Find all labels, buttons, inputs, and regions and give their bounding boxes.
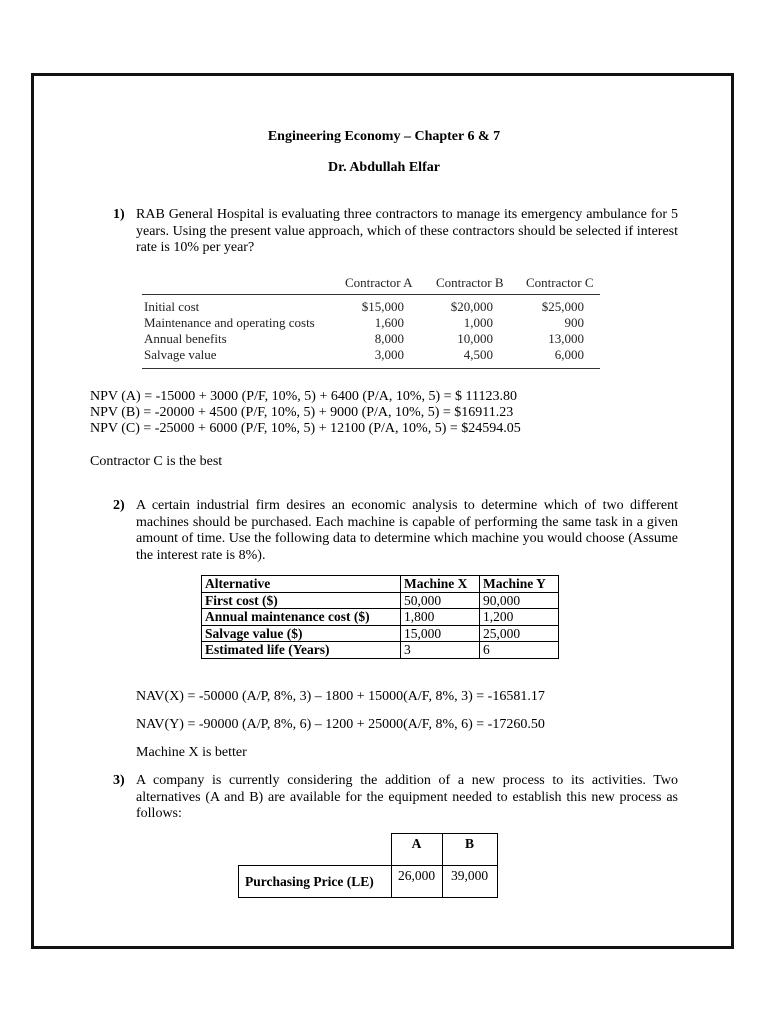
row-label: Initial cost	[144, 299, 200, 314]
cell-x: 15,000	[401, 625, 480, 642]
table-row	[142, 299, 600, 315]
table-row	[142, 347, 600, 363]
table-rule-bottom	[142, 368, 600, 369]
cell-y: 90,000	[480, 592, 559, 609]
cell-x: 3	[401, 642, 480, 659]
nav-x-line: NAV(X) = -50000 (A/P, 8%, 3) – 1800 + 15000(A/F, 8%, 3) = -16581.17	[136, 689, 545, 704]
contractor-b-header: Contractor B	[436, 275, 504, 290]
header-alternative: Alternative	[202, 576, 401, 593]
header-machine-y: Machine Y	[480, 576, 559, 593]
cell-b: 10,000	[457, 331, 493, 346]
row-label: Salvage value	[144, 347, 217, 362]
cell-x: 50,000	[401, 592, 480, 609]
npv-b-line: NPV (B) = -20000 + 4500 (P/F, 10%, 5) + 9000 (P/A, 10%, 5) = $16911.23	[90, 405, 514, 420]
row-label: Maintenance and operating costs	[144, 315, 315, 330]
machine-table	[201, 575, 559, 659]
npv-a-line: NPV (A) = -15000 + 3000 (P/F, 10%, 5) + 6400 (P/A, 10%, 5) = $ 11123.80	[90, 389, 517, 404]
table-header-row	[239, 834, 498, 866]
cell-c: 900	[564, 315, 584, 330]
question-2-text: A certain industrial firm desires an economic analysis to determine which of two different machines should be purchased. Each machine is capable of performing the same task in a given amount of time. Use the following data to determine which machine you would choose (Assume the interest rate is 8%).	[136, 498, 678, 563]
row-label: First cost ($)	[202, 592, 401, 609]
npv-c-line: NPV (C) = -25000 + 6000 (P/F, 10%, 5) + 12100 (P/A, 10%, 5) = $24594.05	[90, 421, 521, 436]
cell-y: 25,000	[480, 625, 559, 642]
cell-b: $20,000	[450, 299, 493, 314]
cell-a: 8,000	[374, 331, 404, 346]
cell-x: 1,800	[401, 609, 480, 626]
contractor-a-header: Contractor A	[345, 275, 413, 290]
table-row	[202, 625, 559, 642]
row-label: Purchasing Price (LE)	[239, 866, 392, 898]
question-3-text: A company is currently considering the addition of a new process to its activities. Two alternatives (A and B) are available for the equipment needed to establish this new process as follows:	[136, 773, 678, 821]
cell-b: 4,500	[463, 347, 493, 362]
cell-a: 1,600	[374, 315, 404, 330]
contractor-c-header: Contractor C	[526, 275, 594, 290]
table-row	[142, 331, 600, 347]
row-label: Estimated life (Years)	[202, 642, 401, 659]
question-2-number: 2)	[113, 498, 125, 513]
row-label: Salvage value ($)	[202, 625, 401, 642]
cell-c: 13,000	[548, 331, 584, 346]
q2-conclusion: Machine X is better	[136, 745, 247, 760]
table-row	[142, 315, 600, 331]
purchasing-table	[238, 833, 498, 898]
row-label: Annual maintenance cost ($)	[202, 609, 401, 626]
header-machine-x: Machine X	[401, 576, 480, 593]
table-row	[202, 609, 559, 626]
cell-y: 1,200	[480, 609, 559, 626]
cell-c: $25,000	[541, 299, 584, 314]
cell-a: 26,000	[391, 866, 442, 898]
cell-a: 3,000	[374, 347, 404, 362]
cell-c: 6,000	[554, 347, 584, 362]
question-1-number: 1)	[113, 207, 125, 222]
row-label: Annual benefits	[144, 331, 227, 346]
table-row	[202, 592, 559, 609]
table-header-row	[202, 576, 559, 593]
nav-y-line: NAV(Y) = -90000 (A/P, 8%, 6) – 1200 + 25000(A/F, 8%, 6) = -17260.50	[136, 717, 545, 732]
header-a: A	[391, 834, 442, 866]
header-b: B	[442, 834, 497, 866]
cell-b: 39,000	[442, 866, 497, 898]
document-author: Dr. Abdullah Elfar	[328, 160, 440, 175]
table-row	[239, 866, 498, 898]
empty-corner-cell	[239, 834, 392, 866]
cell-a: $15,000	[361, 299, 404, 314]
document-title: Engineering Economy – Chapter 6 & 7	[267, 129, 501, 144]
table-row	[202, 642, 559, 659]
cell-y: 6	[480, 642, 559, 659]
cell-b: 1,000	[463, 315, 493, 330]
q1-conclusion: Contractor C is the best	[90, 454, 223, 469]
table-rule-top	[142, 294, 600, 295]
question-3-number: 3)	[113, 773, 125, 788]
question-1-text: RAB General Hospital is evaluating three contractors to manage its emergency ambulance for 5 years. Using the present value approach, which of these contractors should be selected if interest rate is 10% per year?	[136, 207, 678, 255]
